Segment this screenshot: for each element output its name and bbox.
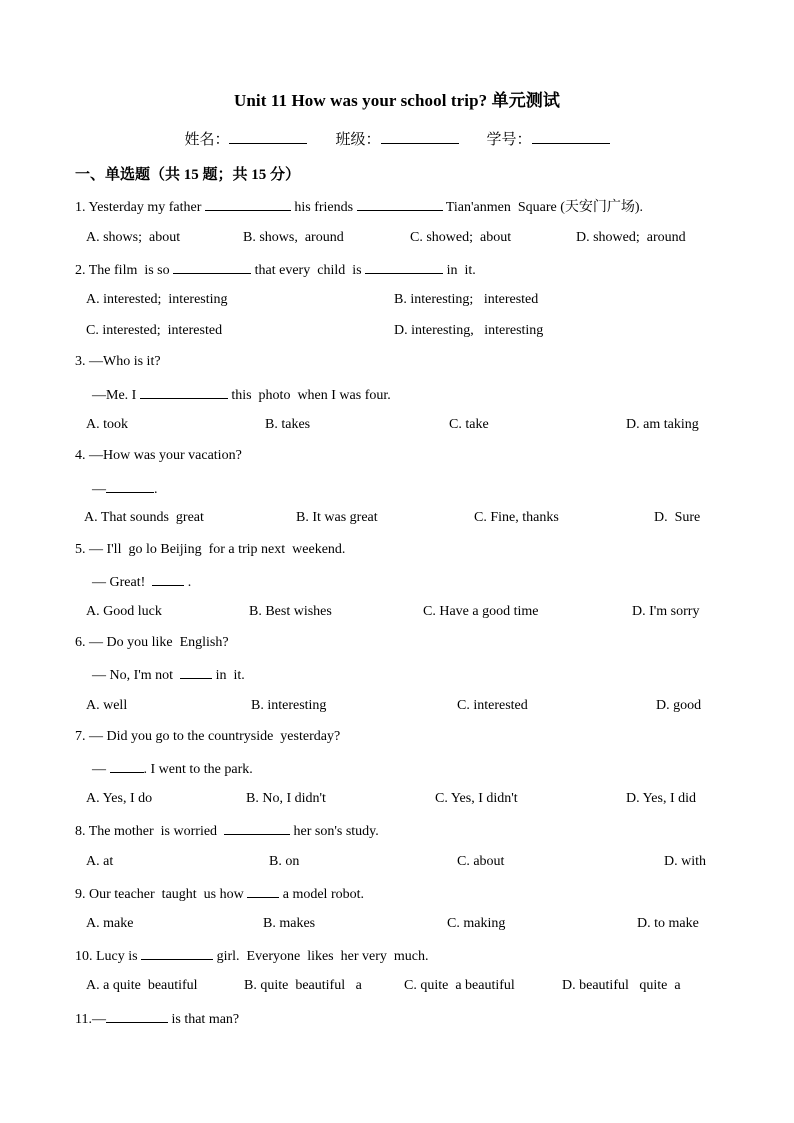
question-9: 9. Our teacher taught us how a model robot. <box>75 884 364 904</box>
q6-option-a: A. well <box>86 698 128 713</box>
question-6: 6. — Do you like English? <box>75 635 229 650</box>
q4-option-d: D. Sure <box>654 510 701 525</box>
q7-option-c: C. Yes, I didn't <box>435 791 518 806</box>
question-5: 5. — I'll go lo Beijing for a trip next weekend. <box>75 542 346 557</box>
answer-blank <box>357 197 443 211</box>
q8-option-c: C. about <box>457 854 505 869</box>
number-blank <box>532 129 610 144</box>
q3-option-d: D. am taking <box>626 417 699 432</box>
q6-option-c: C. interested <box>457 698 528 713</box>
number-label: 学号： <box>486 132 532 148</box>
question-5-line-2: — Great! . <box>92 572 191 592</box>
page-title: Unit 11 How was your school trip? 单元测试 <box>233 91 561 110</box>
q5-option-b: B. Best wishes <box>249 604 332 619</box>
q7-option-b: B. No, I didn't <box>246 791 326 806</box>
name-label: 姓名： <box>184 132 230 148</box>
answer-blank <box>140 385 228 399</box>
question-3-line-2: —Me. I this photo when I was four. <box>92 385 391 405</box>
class-label: 班级： <box>335 132 381 148</box>
q1-option-d: D. showed; around <box>576 230 686 245</box>
q3-option-a: A. took <box>86 417 128 432</box>
q9-option-c: C. making <box>447 916 506 931</box>
q3-option-b: B. takes <box>265 417 311 432</box>
answer-blank <box>173 260 251 274</box>
question-8: 8. The mother is worried her son's study. <box>75 821 379 841</box>
q10-option-b: B. quite beautiful a <box>244 978 362 993</box>
q5-option-a: A. Good luck <box>86 604 162 619</box>
q9-option-a: A. make <box>86 916 134 931</box>
answer-blank <box>205 197 291 211</box>
question-4: 4. —How was your vacation? <box>75 448 242 463</box>
q7-option-d: D. Yes, I did <box>626 791 697 806</box>
question-3: 3. —Who is it? <box>75 354 161 369</box>
q5-option-c: C. Have a good time <box>423 604 539 619</box>
q2-option-d: D. interesting, interesting <box>394 323 544 338</box>
section-title: 一、单选题（共 15 题；共 15 分） <box>75 167 301 183</box>
name-blank <box>229 129 307 144</box>
q7-option-a: A. Yes, I do <box>86 791 153 806</box>
q6-option-d: D. good <box>656 698 702 713</box>
question-2: 2. The film is so that every child is in it. <box>75 260 476 280</box>
question-11: 11.— is that man? <box>75 1009 239 1029</box>
answer-blank <box>180 665 212 679</box>
answer-blank <box>152 572 184 586</box>
q2-option-a: A. interested; interesting <box>86 292 228 307</box>
q10-option-d: D. beautiful quite a <box>562 978 681 993</box>
q2-option-b: B. interesting; interested <box>394 292 539 307</box>
answer-blank <box>224 821 290 835</box>
q1-option-b: B. shows, around <box>243 230 344 245</box>
question-1: 1. Yesterday my father his friends Tian'anmen Square (天安门广场). <box>75 197 643 217</box>
question-7: 7. — Did you go to the countryside yesterday? <box>75 729 341 744</box>
answer-blank <box>110 759 144 773</box>
q2-option-c: C. interested; interested <box>86 323 223 338</box>
q10-option-a: A. a quite beautiful <box>86 978 198 993</box>
q1-option-c: C. showed; about <box>410 230 512 245</box>
q4-option-b: B. It was great <box>296 510 378 525</box>
answer-blank <box>365 260 443 274</box>
q4-option-c: C. Fine, thanks <box>474 510 559 525</box>
answer-blank <box>247 884 279 898</box>
question-7-line-2: — . I went to the park. <box>92 759 253 779</box>
answer-blank <box>141 946 213 960</box>
q3-option-c: C. take <box>449 417 489 432</box>
q6-option-b: B. interesting <box>251 698 327 713</box>
answer-blank <box>106 479 154 493</box>
q8-option-a: A. at <box>86 854 114 869</box>
class-blank <box>381 129 459 144</box>
question-6-line-2: — No, I'm not in it. <box>92 665 245 685</box>
q4-option-a: A. That sounds great <box>84 510 204 525</box>
student-info <box>0 128 794 149</box>
q5-option-d: D. I'm sorry <box>632 604 700 619</box>
q10-option-c: C. quite a beautiful <box>404 978 515 993</box>
answer-blank <box>106 1009 168 1023</box>
q8-option-d: D. with <box>664 854 706 869</box>
q8-option-b: B. on <box>269 854 300 869</box>
q1-option-a: A. shows; about <box>86 230 181 245</box>
q9-option-b: B. makes <box>263 916 316 931</box>
q9-option-d: D. to make <box>637 916 699 931</box>
question-10: 10. Lucy is girl. Everyone likes her very much. <box>75 946 429 966</box>
question-4-line-2: — . <box>92 479 158 499</box>
